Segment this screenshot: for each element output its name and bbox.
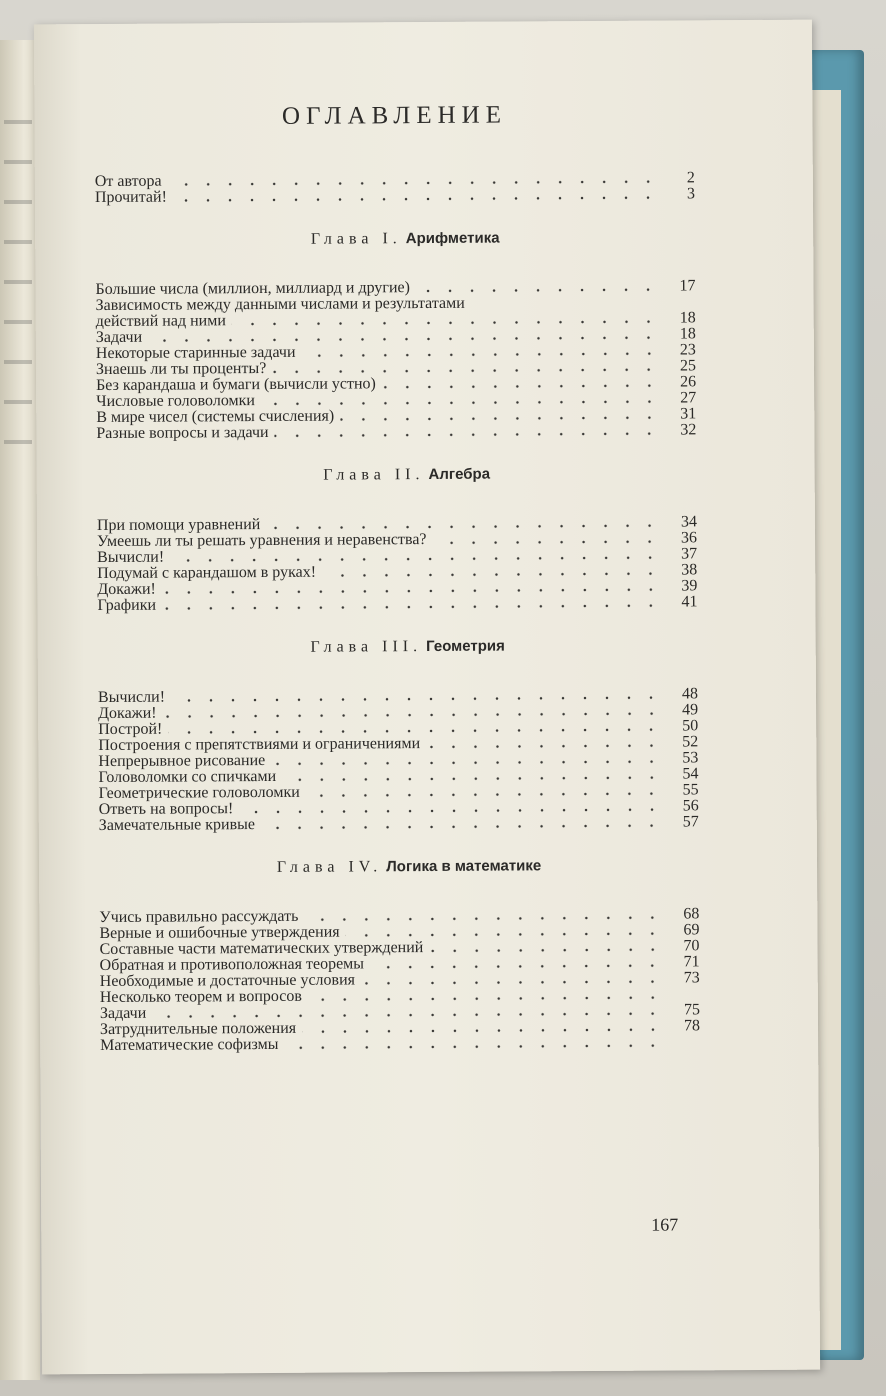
toc-entry-page: 27	[680, 389, 697, 407]
toc-entry-label: Числовые головоломки	[96, 392, 256, 411]
toc-entry-label: От автора	[94, 172, 162, 191]
toc-entry-label: Умеешь ли ты решать уравнения и неравенства?	[96, 531, 427, 551]
chapter-name: Геометрия	[426, 637, 505, 656]
toc-entry-page: 50	[682, 717, 699, 735]
leader-dots	[433, 540, 662, 545]
leader-dots	[308, 996, 664, 1002]
toc-entry	[96, 422, 696, 442]
toc-entry-page: 18	[679, 325, 696, 343]
toc-entry-label: Геометрические головоломки	[98, 783, 300, 803]
toc-entry-label: Вычисли!	[97, 548, 165, 567]
toc-entry-label: Без карандаша и бумаги (вычисли устно)	[96, 375, 376, 395]
toc-entry-page: 57	[682, 813, 699, 831]
toc-entry-label: В мире чисел (системы счисления)	[96, 407, 335, 427]
toc-entry-page: 17	[679, 277, 696, 295]
toc-entry-label: Замечательные кривые	[98, 816, 256, 835]
toc-entry-page: 38	[681, 561, 698, 579]
leader-dots	[168, 180, 659, 187]
toc-entry-page: 26	[680, 373, 697, 391]
leader-dots	[261, 824, 663, 830]
toc-entry-page: 34	[680, 513, 697, 531]
toc-entry-label: Составные части математических утверждений	[99, 939, 424, 959]
toc-entry-label: Головоломки со спичками	[98, 767, 277, 787]
toc-entry-label: Прочитай!	[94, 188, 167, 207]
toc-entry-page: 41	[681, 593, 698, 611]
chapter-name: Алгебра	[428, 465, 491, 483]
toc-entry-label: Задачи	[95, 328, 143, 347]
leader-dots	[284, 1044, 664, 1050]
toc-entry-page: 52	[682, 733, 699, 751]
leader-dots	[382, 384, 660, 390]
chapter-prefix: Глава II.	[323, 466, 425, 484]
toc-entry-page: 23	[679, 341, 696, 359]
toc-entry-label: Вычисли!	[97, 688, 166, 707]
leader-dots	[370, 964, 664, 970]
leader-dots	[322, 572, 661, 578]
leader-dots	[232, 320, 660, 327]
toc-entry-label: действий над ними	[95, 312, 226, 331]
chapter-prefix: Глава IV.	[276, 858, 383, 876]
toc-entry-label: Знаешь ли ты проценты?	[95, 359, 267, 379]
toc-entry-label: Построй!	[98, 720, 163, 739]
toc-entry-page: 78	[683, 1017, 701, 1035]
toc-entry-page	[465, 306, 696, 307]
leader-dots	[271, 760, 662, 766]
toc-entry-page: 55	[682, 781, 699, 799]
leader-dots	[171, 696, 662, 703]
leader-dots	[361, 980, 664, 986]
toc-entry-page: 25	[679, 357, 697, 375]
leader-dots	[261, 400, 660, 406]
toc-entry	[97, 594, 697, 614]
leader-dots	[302, 1028, 664, 1034]
toc-entry-label: Математические софизмы	[100, 1035, 279, 1055]
chapter-heading	[97, 464, 697, 494]
toc-entry-label: Некоторые старинные задачи	[95, 343, 296, 363]
toc-entry-label: Ответь на вопросы!	[98, 800, 234, 819]
leader-dots	[426, 744, 662, 749]
leader-dots	[272, 368, 660, 374]
toc-entry	[99, 814, 699, 834]
toc-entry-page: 36	[680, 529, 698, 547]
leader-dots	[173, 196, 659, 203]
toc-entry	[95, 186, 695, 206]
leader-dots	[148, 336, 660, 343]
toc-entry-label: Непрерывное рисование	[98, 751, 266, 771]
toc-entry-label: При помощи уравнений	[96, 516, 261, 535]
book-page	[34, 20, 820, 1375]
page-number: 167	[651, 1214, 679, 1235]
toc-entry-label: Разные вопросы и задачи	[96, 423, 269, 443]
leader-dots	[302, 352, 660, 358]
chapter-name: Арифметика	[405, 229, 500, 248]
toc-entry-label: Графики	[97, 596, 157, 615]
leader-dots	[416, 288, 660, 293]
leader-dots	[340, 416, 660, 422]
toc-entry-label: Задачи	[99, 1004, 147, 1023]
chapter-heading	[95, 228, 695, 258]
leader-dots	[168, 728, 662, 735]
table-of-contents	[95, 170, 700, 1054]
leader-dots	[163, 712, 663, 719]
toc-entry-label: Подумай с карандашом в руках!	[97, 563, 317, 583]
leader-dots	[239, 808, 662, 815]
toc-entry-page: 56	[682, 797, 699, 815]
leader-dots	[275, 432, 661, 438]
toc-entry-label: Докажи!	[97, 580, 156, 599]
toc-entry-label: Зависимость между данными числами и результатами	[95, 294, 465, 315]
toc-entry-page: 3	[686, 185, 695, 203]
toc-entry-label: Верные и ошибочные утверждения	[99, 923, 340, 943]
chapter-prefix: Глава I.	[310, 230, 402, 248]
toc-entry-page: 2	[686, 169, 695, 187]
leader-dots	[162, 588, 662, 595]
toc-entry-label: Необходимые и достаточные условия	[99, 971, 356, 991]
leader-dots	[282, 776, 662, 782]
toc-entry-page: 71	[683, 953, 700, 971]
toc-entry-label: Учись правильно рассуждать	[99, 907, 299, 927]
chapter-prefix: Глава III.	[310, 638, 423, 656]
toc-entry-label: Обратная и противоположная теоремы	[99, 955, 365, 975]
toc-entry-label: Большие числа (миллион, миллиард и другие)	[95, 279, 411, 299]
leader-dots	[306, 792, 663, 798]
toc-entry	[100, 1034, 700, 1054]
toc-entry-page: 48	[681, 685, 699, 703]
leader-dots	[170, 556, 661, 563]
leader-dots	[162, 604, 661, 611]
chapter-heading	[98, 636, 698, 666]
toc-entry-page: 18	[679, 309, 696, 327]
toc-entry-label: Докажи!	[98, 704, 157, 723]
toc-entry-page: 70	[683, 937, 700, 955]
toc-entry-page: 68	[683, 905, 700, 923]
leader-dots	[346, 932, 664, 938]
toc-entry-page: 32	[680, 421, 697, 439]
toc-entry-label: Затруднительные положения	[99, 1019, 297, 1039]
toc-entry-page: 37	[681, 545, 698, 563]
toc-entry-page: 69	[683, 921, 700, 939]
chapter-heading	[99, 856, 699, 886]
toc-entry-page: 39	[681, 577, 698, 595]
page-title: ОГЛАВЛЕНИЕ	[281, 101, 508, 130]
leader-dots	[266, 524, 661, 530]
leader-dots	[429, 948, 663, 953]
toc-entry-page: 53	[682, 749, 699, 767]
left-page-margin	[0, 40, 40, 1380]
leader-dots	[152, 1012, 664, 1019]
leader-dots	[304, 916, 663, 922]
toc-entry-label: Несколько теорем и вопросов	[99, 987, 302, 1007]
toc-entry-label: Построения с препятствиями и ограничениями	[98, 735, 421, 755]
toc-entry-page: 31	[680, 405, 697, 423]
toc-entry-page: 75	[683, 1001, 700, 1019]
toc-entry-page: 54	[682, 765, 699, 783]
toc-entry-page: 73	[683, 969, 700, 987]
toc-entry-page: 49	[682, 701, 699, 719]
chapter-name: Логика в математике	[386, 857, 542, 876]
